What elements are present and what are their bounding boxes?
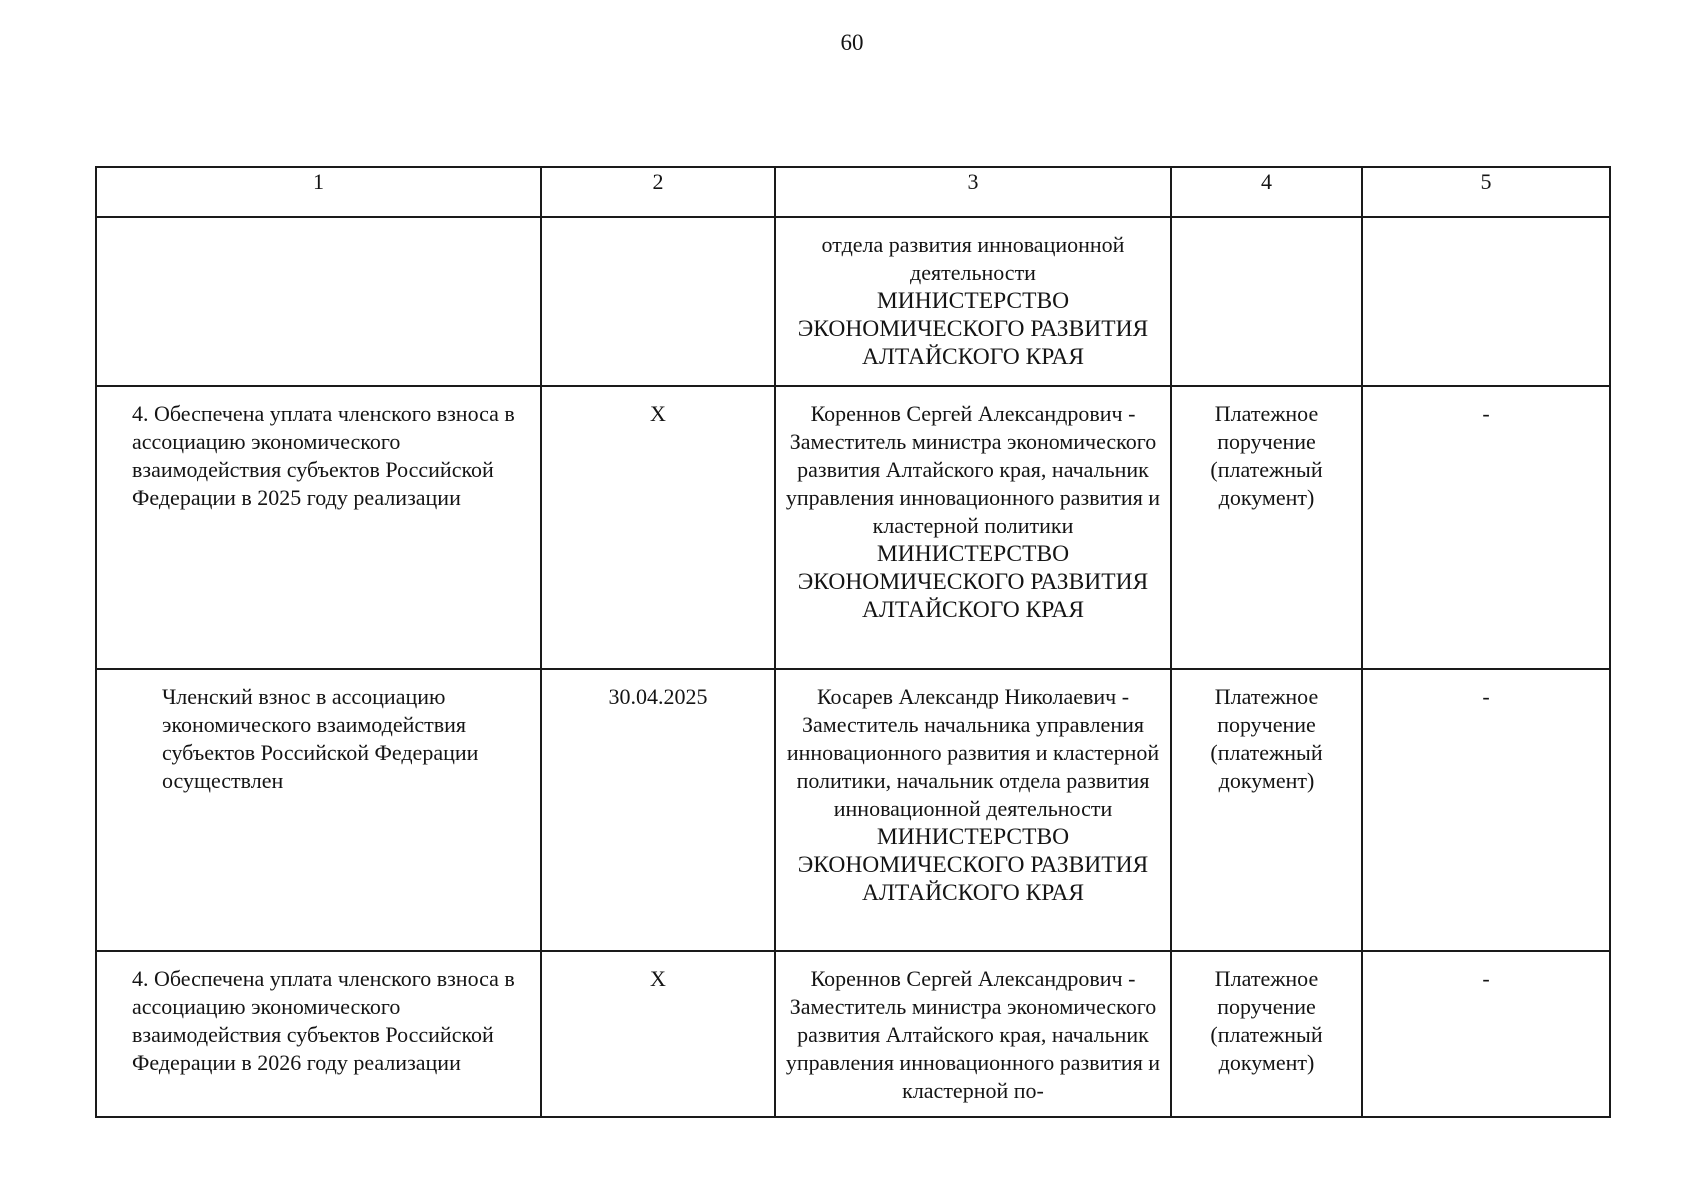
- responsible-person: Косарев Александр Николаевич - Заместитель начальника управления инновационного развития и кластерной политики, начальник отдела развития инновационной деятельности: [786, 684, 1160, 821]
- table-row: [96, 217, 1610, 386]
- column-header-5: 5: [1362, 167, 1610, 217]
- responsible-cell: [775, 217, 1171, 386]
- column-header-1: 1: [96, 167, 541, 217]
- document-cell: [1171, 217, 1362, 386]
- date-cell: [541, 217, 775, 386]
- note-cell: -: [1362, 669, 1610, 951]
- responsible-cell: [775, 386, 1171, 669]
- note-cell: [1362, 217, 1610, 386]
- document-cell: Платежное поручение (платежный документ): [1171, 951, 1362, 1117]
- column-header-2: 2: [541, 167, 775, 217]
- responsible-cell: [775, 951, 1171, 1117]
- result-cell: [96, 217, 541, 386]
- responsible-person: отдела развития инновационной деятельности: [821, 232, 1125, 285]
- result-cell: 4. Обеспечена уплата членского взноса в ассоциацию экономического взаимодействия субъектов Российской Федерации в 2025 году реализации: [96, 386, 541, 669]
- result-cell: 4. Обеспечена уплата членского взноса в ассоциацию экономического взаимодействия субъектов Российской Федерации в 2026 году реализации: [96, 951, 541, 1117]
- date-cell: X: [541, 951, 775, 1117]
- document-cell: Платежное поручение (платежный документ): [1171, 669, 1362, 951]
- ministry-name: МИНИСТЕРСТВО ЭКОНОМИЧЕСКОГО РАЗВИТИЯ АЛТАЙСКОГО КРАЯ: [797, 824, 1149, 906]
- column-header-4: 4: [1171, 167, 1362, 217]
- ministry-name: МИНИСТЕРСТВО ЭКОНОМИЧЕСКОГО РАЗВИТИЯ АЛТАЙСКОГО КРАЯ: [797, 541, 1149, 623]
- document-cell: Платежное поручение (платежный документ): [1171, 386, 1362, 669]
- responsible-person: Кореннов Сергей Александрович - Заместитель министра экономического развития Алтайского края, начальник управления инновационного развития и кластерной по-: [785, 966, 1161, 1103]
- date-cell: X: [541, 386, 775, 669]
- responsible-person: Кореннов Сергей Александрович - Заместитель министра экономического развития Алтайского края, начальник управления инновационного развития и кластерной политики: [785, 401, 1161, 538]
- activity-table: [95, 166, 1611, 1118]
- page-number: 60: [840, 30, 864, 55]
- table-row: [96, 669, 1610, 951]
- note-cell: -: [1362, 951, 1610, 1117]
- table-row: [96, 951, 1610, 1117]
- table-row: [96, 386, 1610, 669]
- responsible-cell: [775, 669, 1171, 951]
- note-cell: -: [1362, 386, 1610, 669]
- date-cell: 30.04.2025: [541, 669, 775, 951]
- result-cell: Членский взнос в ассоциацию экономического взаимодействия субъектов Российской Федерации осуществлен: [96, 669, 541, 951]
- header-row: [96, 167, 1610, 217]
- column-header-3: 3: [775, 167, 1171, 217]
- ministry-name: МИНИСТЕРСТВО ЭКОНОМИЧЕСКОГО РАЗВИТИЯ АЛТАЙСКОГО КРАЯ: [797, 288, 1149, 370]
